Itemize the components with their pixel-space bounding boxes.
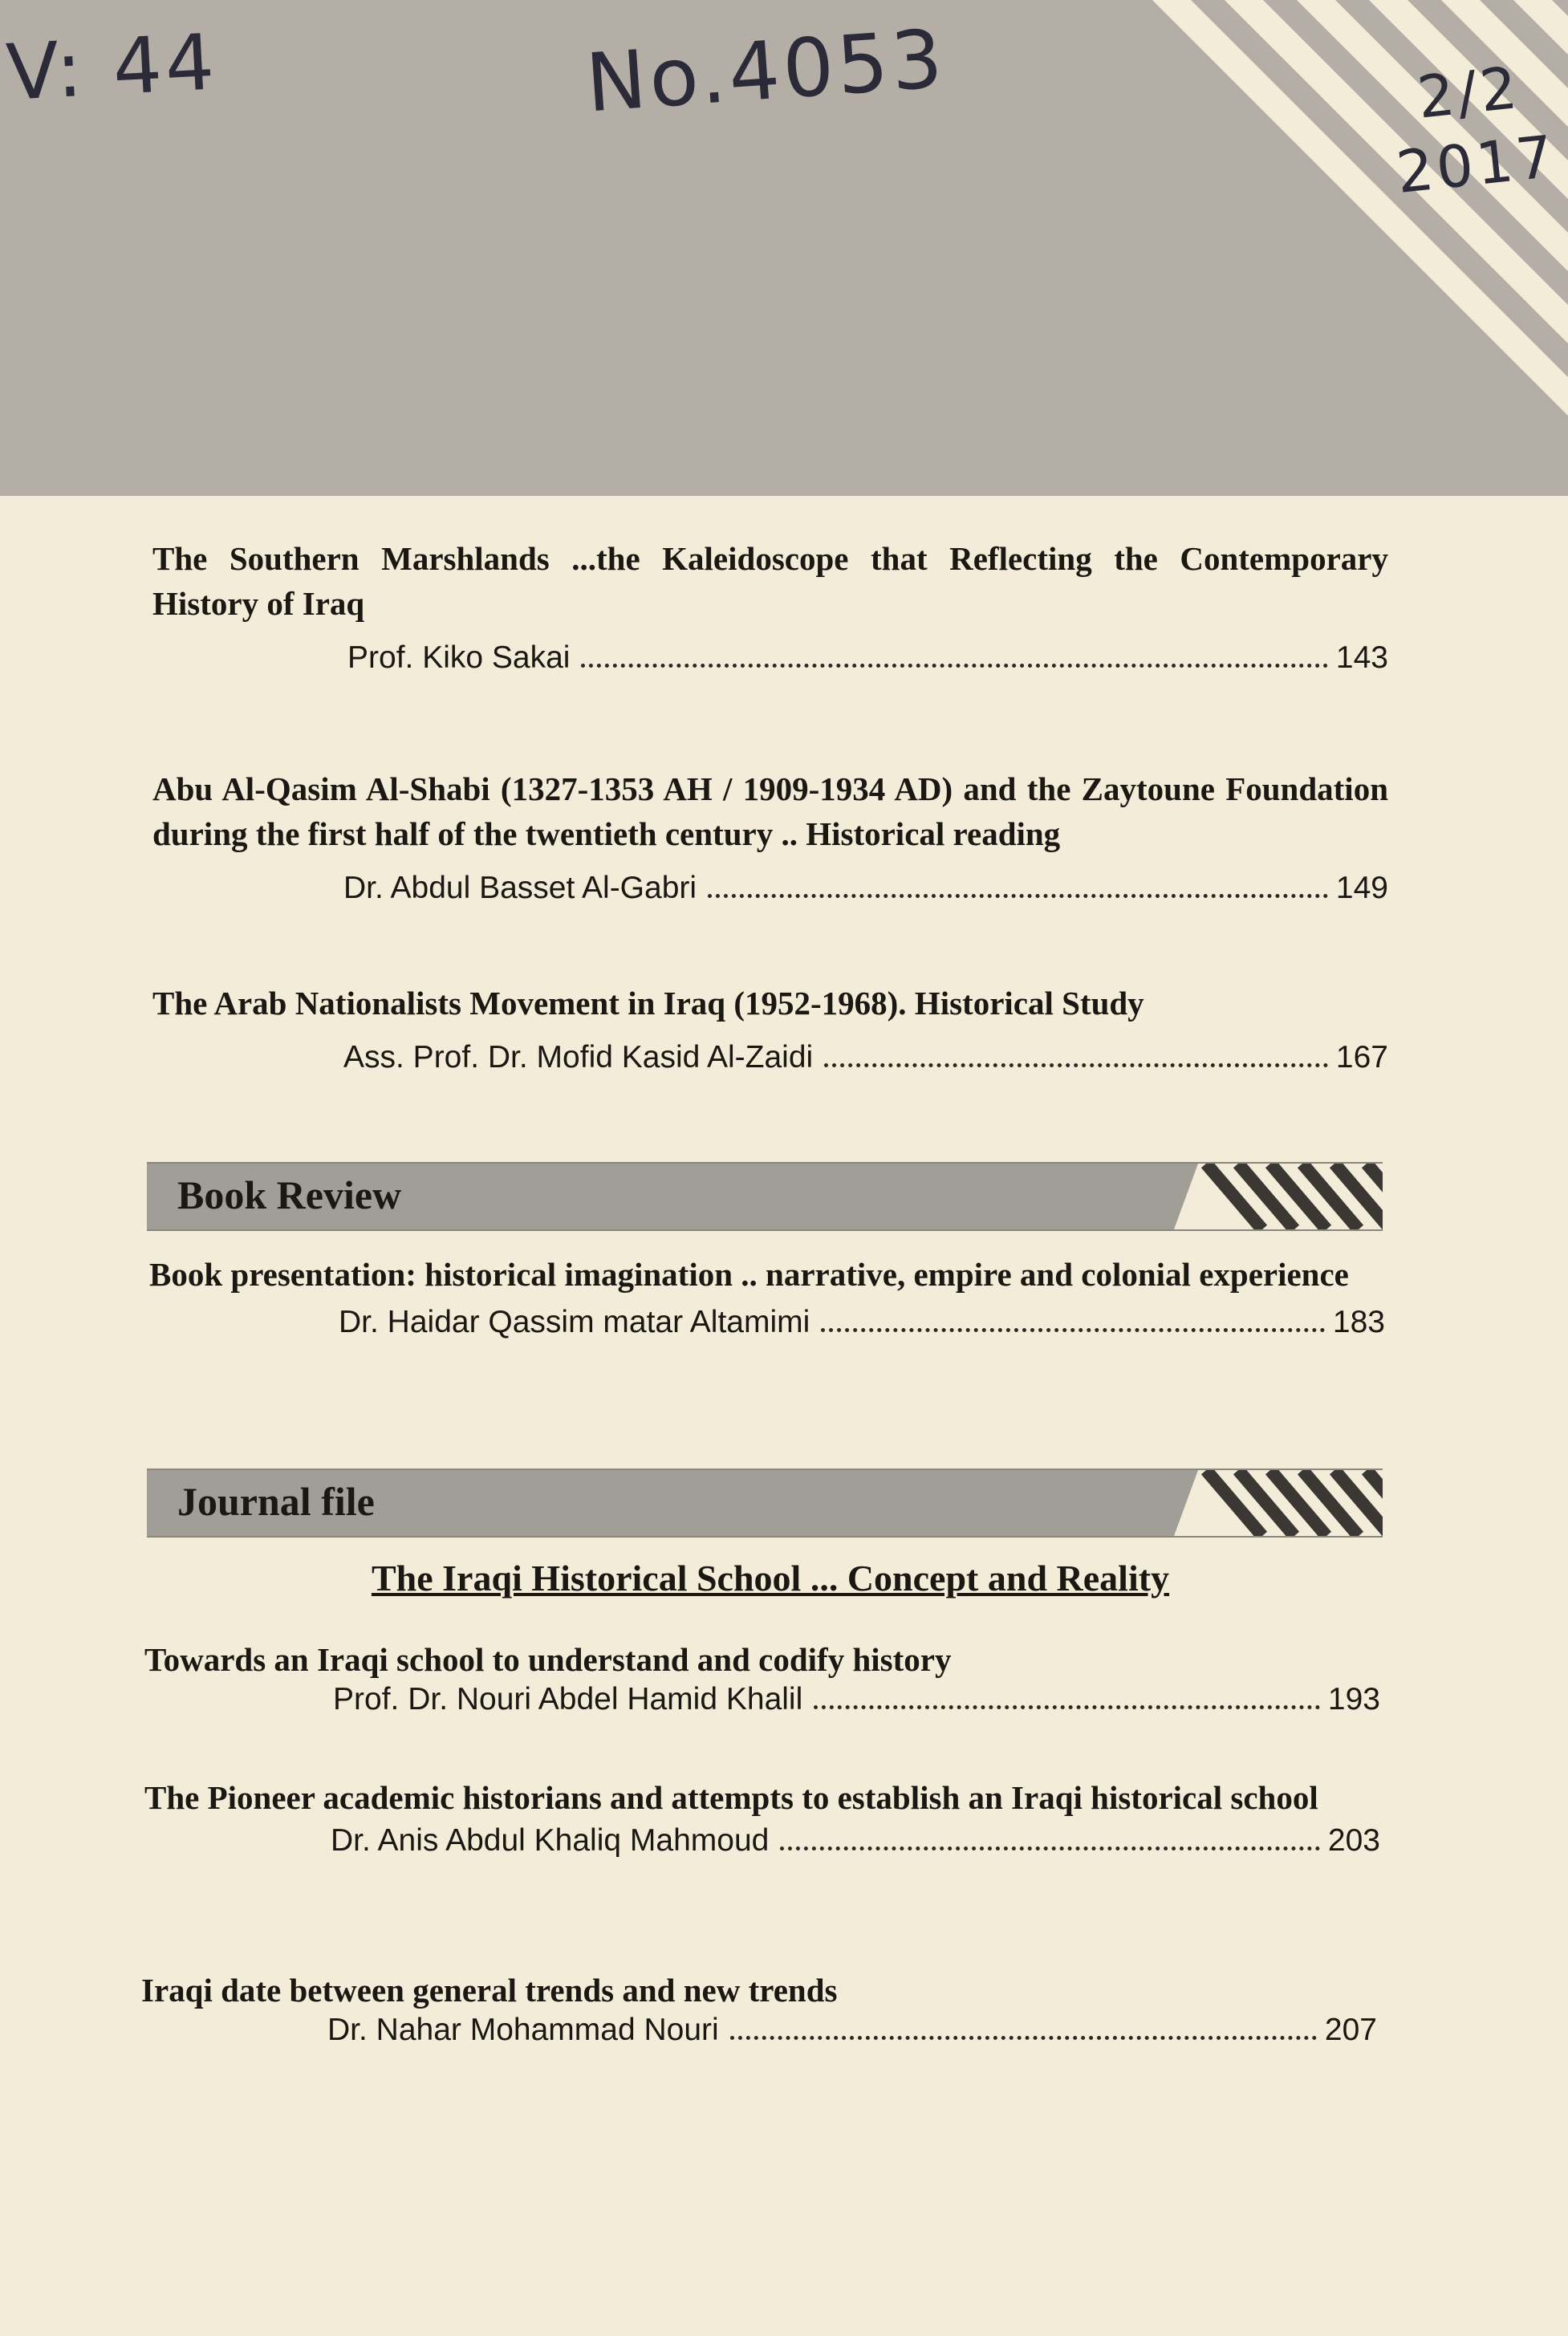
dot-leader: [824, 1063, 1328, 1067]
journal-file-subheading: The Iraqi Historical School ... Concept and Reality: [371, 1558, 1170, 1599]
entry-title: The Southern Marshlands ...the Kaleidoscope that Reflecting the Contemporary History of Iraq: [152, 540, 1388, 622]
page-number: 149: [1335, 871, 1388, 905]
toc-entry-journal-2: [144, 1775, 1380, 1859]
dot-leader: [708, 894, 1328, 898]
section-bar-journal-file: [147, 1469, 1383, 1538]
page-number: 143: [1335, 640, 1388, 675]
entry-title: Towards an Iraqi school to understand and codify history: [144, 1641, 952, 1678]
section-title: Journal file: [177, 1479, 375, 1524]
page-number: 167: [1335, 1040, 1388, 1075]
toc-entry-1: [152, 536, 1388, 676]
dot-leader: [780, 1846, 1320, 1851]
entry-title: Abu Al-Qasim Al-Shabi (1327-1353 AH / 1909-1934 AD) and the Zaytoune Foundation during the first half of the twentieth century .. Historical reading: [152, 770, 1388, 852]
author-name: Ass. Prof. Dr. Mofid Kasid Al-Zaidi: [343, 1040, 814, 1075]
toc-entry-journal-1: [144, 1637, 1380, 1717]
author-name: Dr. Abdul Basset Al-Gabri: [343, 871, 697, 905]
author-name: Dr. Haidar Qassim matar Altamimi: [339, 1305, 810, 1339]
toc-entry-book-review: [149, 1252, 1385, 1340]
dot-leader: [581, 664, 1327, 668]
entry-title: Book presentation: historical imagination .. narrative, empire and colonial experience: [149, 1256, 1349, 1293]
author-name: Prof. Kiko Sakai: [347, 640, 571, 675]
handwritten-number: No.4053: [583, 11, 949, 131]
entry-title: The Pioneer academic historians and attempts to establish an Iraqi historical school: [144, 1779, 1318, 1816]
toc-entry-journal-3: [141, 1968, 1377, 2048]
toc-entry-3: [152, 981, 1388, 1075]
author-name: Prof. Dr. Nouri Abdel Hamid Khalil: [333, 1682, 803, 1716]
page-number: 183: [1332, 1305, 1385, 1339]
page-number: 193: [1327, 1682, 1380, 1716]
page-number: 207: [1324, 2013, 1377, 2047]
author-line: [347, 640, 1388, 676]
author-name: Dr. Anis Abdul Khaliq Mahmoud: [331, 1823, 770, 1858]
author-line: [331, 1823, 1380, 1859]
author-line: [327, 2013, 1377, 2048]
author-line: [339, 1305, 1385, 1340]
entry-title: The Arab Nationalists Movement in Iraq (1952-1968). Historical Study: [152, 985, 1144, 1022]
handwritten-volume: V: 44: [4, 17, 220, 118]
section-stripes: [1126, 1470, 1383, 1536]
author-line: [333, 1682, 1380, 1717]
handwritten-date: 2/2 2017: [1393, 53, 1560, 206]
author-name: Dr. Nahar Mohammad Nouri: [327, 2013, 719, 2047]
author-line: [343, 871, 1388, 906]
toc-entry-2: [152, 766, 1388, 906]
entry-title: Iraqi date between general trends and new trends: [141, 1972, 838, 2009]
section-stripes: [1126, 1164, 1383, 1229]
author-line: [343, 1040, 1388, 1075]
section-bar-book-review: [147, 1162, 1383, 1231]
dot-leader: [821, 1328, 1325, 1332]
section-title: Book Review: [177, 1172, 402, 1217]
page-number: 203: [1327, 1823, 1380, 1858]
dot-leader: [814, 1705, 1320, 1709]
dot-leader: [730, 2036, 1317, 2040]
